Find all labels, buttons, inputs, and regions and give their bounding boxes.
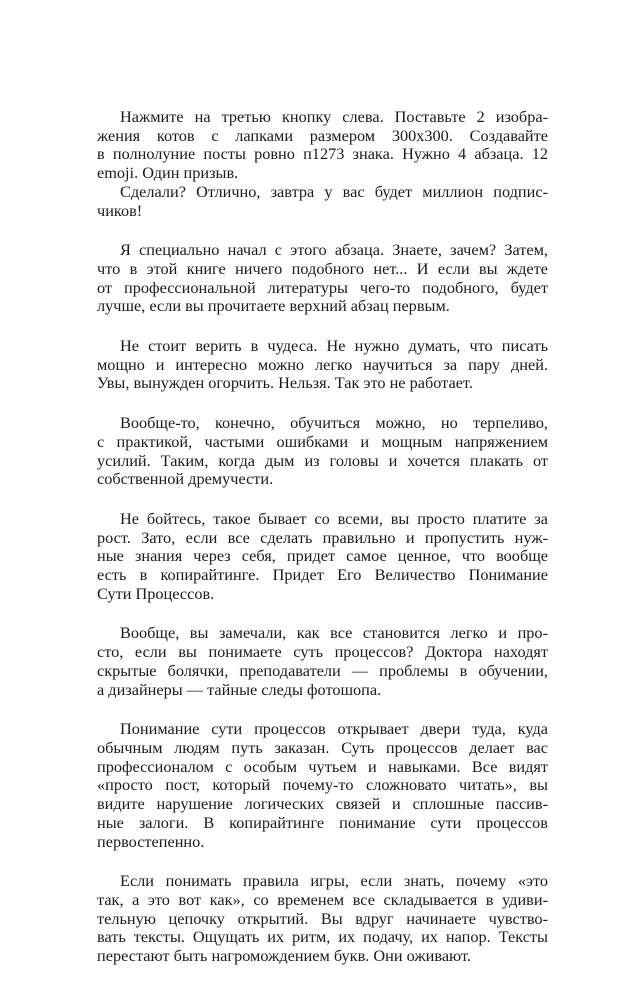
document-page xyxy=(97,108,548,966)
paragraph xyxy=(97,241,548,316)
text-line: Если понимать правила игры, если знать, почему «это xyxy=(120,871,548,891)
text-line: первостепенно. xyxy=(97,831,205,851)
text-line: профессионалом с особым чутьем и навыками. Все видят xyxy=(97,756,548,776)
paragraph xyxy=(97,624,548,699)
text-line: с практикой, частыми ошибками и мощным напряжением xyxy=(97,431,548,451)
paragraph xyxy=(97,108,548,183)
text-line: Вообще, вы замечали, как все становится легко и про- xyxy=(120,623,548,643)
text-line: Я специально начал с этого абзаца. Знаете, зачем? Затем, xyxy=(120,240,548,260)
paragraph xyxy=(97,872,548,966)
text-line: сто, если вы понимаете суть процессов? Доктора находят xyxy=(97,642,548,662)
paragraph xyxy=(97,183,548,220)
paragraph xyxy=(97,337,548,393)
text-line: Понимание сути процессов открывает двери туда, куда xyxy=(120,719,548,739)
text-line: собственной дремучести. xyxy=(97,469,274,489)
text-line: жения котов с лапками размером 300х300. Создавайте xyxy=(97,125,548,145)
text-line: emoji. Один призыв. xyxy=(97,163,239,183)
text-line: «просто пост, который почему-то сложновато читать», вы xyxy=(97,775,548,795)
text-line: что в этой книге ничего подобного нет... И если вы ждете xyxy=(97,258,548,278)
text-line: в полнолуние посты ровно п1273 знака. Нужно 4 абзаца. 12 xyxy=(97,144,548,164)
text-line: Не стоит верить в чудеса. Не нужно думать, что писать xyxy=(120,336,548,356)
text-line: от профессиональной литературы чего-то подобного, будет xyxy=(97,277,548,297)
text-line: видите нарушение логических связей и сплошные пассив- xyxy=(97,794,548,814)
text-line: есть в копирайтинге. Придет Его Величество Понимание xyxy=(97,565,548,585)
text-line: тельную цепочку открытий. Вы вдруг начинаете чувство- xyxy=(97,908,548,928)
text-line: мощно и интересно можно легко научиться за пару дней. xyxy=(97,354,548,374)
text-line: Вообще-то, конечно, обучиться можно, но терпеливо, xyxy=(120,413,548,433)
text-line: Увы, вынужден огорчить. Нельзя. Так это не работает. xyxy=(97,373,473,393)
text-line: ные знания через себя, придет самое ценное, что вообще xyxy=(97,546,548,566)
paragraph xyxy=(97,414,548,489)
text-line: чиков! xyxy=(97,200,143,220)
text-line: вать тексты. Ощущать их ритм, их подачу, их напор. Тексты xyxy=(97,927,548,947)
text-line: а дизайнеры — тайные следы фотошопа. xyxy=(97,679,382,699)
text-line: рост. Зато, если все сделать правильно и пропустить нуж- xyxy=(97,527,548,547)
text-line: Не бойтесь, такое бывает со всеми, вы просто платите за xyxy=(120,508,548,528)
text-line: Сути Процессов. xyxy=(97,583,215,603)
text-line: Нажмите на третью кнопку слева. Поставьте 2 изобра- xyxy=(120,107,548,126)
text-line: лучше, если вы прочитаете верхний абзац первым. xyxy=(97,296,450,316)
text-line: обычным людям путь заказан. Суть процессов делает вас xyxy=(97,737,548,757)
text-line: так, а это вот как», со временем все складывается в удиви- xyxy=(97,889,548,909)
text-line: усилий. Таким, когда дым из головы и хочется плакать от xyxy=(97,450,548,470)
paragraph xyxy=(97,720,548,851)
text-line: скрытые болячки, преподаватели — проблемы в обучении, xyxy=(97,660,548,680)
paragraph xyxy=(97,510,548,604)
text-line: перестают быть нагромождением букв. Они оживают. xyxy=(97,946,471,966)
text-line: ные залоги. В копирайтинге понимание сути процессов xyxy=(97,812,548,832)
text-line: Сделали? Отлично, завтра у вас будет миллион подпис- xyxy=(120,181,548,201)
